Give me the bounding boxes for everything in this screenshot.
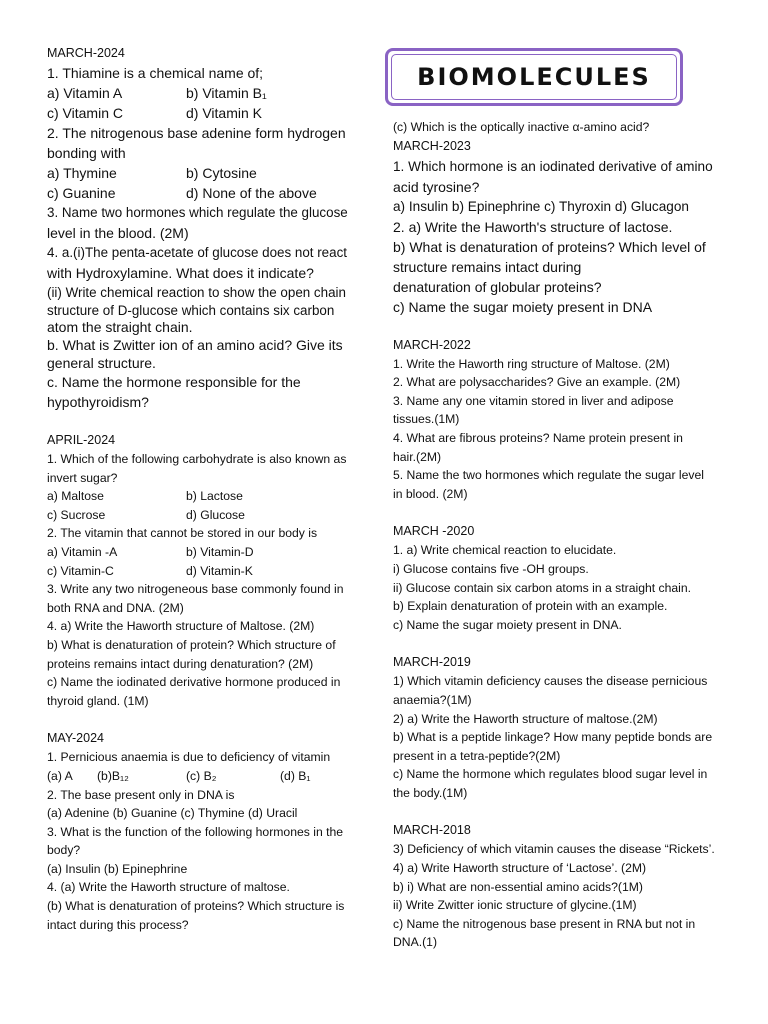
question-text: level in the blood. (2M): [47, 225, 189, 241]
question-text: 2) a) Write the Haworth structure of maltose.(2M): [393, 711, 658, 726]
option: (d) B₁: [280, 768, 311, 783]
option-row: [47, 543, 365, 562]
question-text: 5. Name the two hormones which regulate the sugar level: [393, 468, 704, 483]
option: d) Vitamin-K: [186, 563, 253, 578]
question-text: 2. What are polysaccharides? Give an example. (2M): [393, 375, 681, 390]
section-heading: MARCH-2019: [393, 655, 471, 670]
option: c) Sucrose: [47, 507, 106, 522]
question-text: (a) Adenine (b) Guanine (c) Thymine (d) Uracil: [47, 806, 298, 821]
question-text: in blood. (2M): [393, 486, 468, 501]
question-text: b) Explain denaturation of protein with an example.: [393, 599, 668, 614]
question-text: a) Insulin b) Epinephrine c) Thyroxin d) Glucagon: [393, 198, 689, 214]
section-heading: MARCH-2022: [393, 337, 471, 352]
option: a) Vitamin A: [47, 85, 123, 101]
question-text: tissues.(1M): [393, 412, 460, 427]
question-text: c. Name the hormone responsible for the: [47, 374, 301, 390]
question-text: 3. Write any two nitrogeneous base commonly found in: [47, 582, 344, 597]
question-text: 4) a) Write Haworth structure of ‘Lactose’. (2M): [393, 861, 647, 876]
option-row: [47, 163, 365, 183]
question-text: body?: [47, 843, 81, 858]
question-text: 2. The nitrogenous base adenine form hydrogen: [47, 125, 346, 141]
question-text: the body.(1M): [393, 785, 468, 800]
question-text: 4. a) Write the Haworth structure of Maltose. (2M): [47, 619, 315, 634]
question-text: 1. Which hormone is an iodinated derivative of amino: [393, 158, 713, 174]
question-text: ii) Write Zwitter ionic structure of glycine.(1M): [393, 898, 637, 913]
question-text: c) Name the sugar moiety present in DNA.: [393, 617, 622, 632]
question-text: structure remains intact during: [393, 258, 582, 275]
question-text: b) What is denaturation of proteins? Which level of: [393, 238, 706, 255]
title-banner: [385, 48, 683, 106]
section-heading: MARCH-2023: [393, 138, 471, 153]
question-text: general structure.: [47, 355, 156, 371]
option-row: [47, 83, 365, 103]
section-april-2024: [47, 431, 365, 710]
question-text: structure of D-glucose which contains six carbon: [47, 303, 335, 318]
section-may-2024: [47, 729, 365, 934]
question-text: 4. (a) Write the Haworth structure of maltose.: [47, 880, 290, 895]
question-text: with Hydroxylamine. What does it indicate?: [47, 265, 314, 281]
question-text: 2. The base present only in DNA is: [47, 787, 235, 802]
question-text: b) What is denaturation of protein? Which structure of: [47, 637, 336, 652]
question-text: 2. a) Write the Haworth's structure of lactose.: [393, 218, 673, 235]
question-text: c) Name the sugar moiety present in DNA: [393, 298, 653, 315]
option: a) Maltose: [47, 489, 104, 504]
question-text: ii) Glucose contain six carbon atoms in a straight chain.: [393, 580, 692, 595]
section-heading: APRIL-2024: [47, 433, 116, 447]
option: d) Vitamin K: [186, 105, 262, 121]
option-row: [47, 103, 365, 123]
question-text: 1. Pernicious anaemia is due to deficiency of vitamin: [47, 750, 331, 765]
question-text: anaemia?(1M): [393, 692, 472, 707]
question-text: c) Name the nitrogenous base present in RNA but not in: [393, 916, 696, 931]
question-text: 1. Thiamine is a chemical name of;: [47, 65, 264, 81]
option: c) Vitamin C: [47, 105, 123, 121]
question-text: i) Glucose contains five -OH groups.: [393, 561, 589, 576]
left-column: [47, 44, 365, 934]
question-text: 3. Name any one vitamin stored in liver and adipose: [393, 393, 674, 408]
option: a) Vitamin -A: [47, 544, 118, 559]
section-heading: MARCH-2024: [47, 46, 125, 60]
question-text: b) What is a peptide linkage? How many peptide bonds are: [393, 730, 713, 745]
question-text: proteins remains intact during denaturation? (2M): [47, 656, 314, 671]
question-text: b) i) What are non-essential amino acids?(1M): [393, 879, 643, 894]
question-text: atom the straight chain.: [47, 319, 193, 335]
section-march-2024: [47, 44, 365, 412]
option: (c) B₂: [186, 768, 217, 783]
option-row: [47, 767, 365, 786]
option: d) Glucose: [186, 507, 245, 522]
question-text: (c) Which is the optically inactive α-amino acid?: [393, 120, 650, 134]
question-text: (b) What is denaturation of proteins? Which structure is: [47, 899, 345, 914]
question-text: (a) Insulin (b) Epinephrine: [47, 861, 188, 876]
option-row: [47, 562, 365, 581]
option-row: [47, 506, 365, 525]
question-text: 2. The vitamin that cannot be stored in our body is: [47, 526, 318, 541]
option: c) Guanine: [47, 185, 116, 201]
question-text: 4. What are fibrous proteins? Name protein present in: [393, 430, 683, 445]
option: (b)B₁₂: [97, 768, 129, 783]
option-row: [47, 487, 365, 506]
question-text: 1. a) Write chemical reaction to elucidate.: [393, 543, 617, 558]
question-text: 4. a.(i)The penta-acetate of glucose does not react: [47, 245, 347, 260]
question-text: both RNA and DNA. (2M): [47, 600, 184, 615]
question-text: hypothyroidism?: [47, 394, 149, 410]
question-text: invert sugar?: [47, 470, 118, 485]
question-text: present in a tetra-peptide?(2M): [393, 748, 561, 763]
question-text: 3) Deficiency of which vitamin causes the disease “Rickets’.: [393, 842, 715, 857]
right-column: [393, 118, 733, 952]
option: c) Vitamin-C: [47, 563, 114, 578]
question-text: acid tyrosine?: [393, 178, 480, 195]
option: a) Thymine: [47, 165, 117, 181]
page-title: BIOMOLECULES: [417, 63, 651, 91]
question-text: 3. What is the function of the following hormones in the: [47, 824, 344, 839]
section-march-2019: [393, 653, 733, 802]
question-text: c) Name the hormone which regulates blood sugar level in: [393, 767, 708, 782]
question-text: intact during this process?: [47, 917, 189, 932]
section-march-2020: [393, 522, 733, 634]
question-text: 1. Which of the following carbohydrate is also known as: [47, 452, 347, 466]
question-text: 3. Name two hormones which regulate the glucose: [47, 205, 348, 220]
option: b) Cytosine: [186, 165, 257, 181]
question-text: b. What is Zwitter ion of an amino acid? Give its: [47, 337, 343, 353]
section-heading: MARCH-2018: [393, 823, 471, 838]
section-march-2023: [393, 137, 733, 317]
question-text: 1) Which vitamin deficiency causes the disease pernicious: [393, 674, 708, 689]
question-text: denaturation of globular proteins?: [393, 278, 602, 295]
option: b) Lactose: [186, 489, 243, 504]
question-text: c) Name the iodinated derivative hormone produced in: [47, 675, 341, 690]
question-text: bonding with: [47, 145, 126, 161]
section-heading: MARCH -2020: [393, 524, 475, 539]
question-text: thyroid gland. (1M): [47, 693, 149, 708]
option: b) Vitamin B₁: [186, 85, 267, 101]
question-text: DNA.(1): [393, 935, 438, 950]
section-march-2022: [393, 336, 733, 504]
question-text: (ii) Write chemical reaction to show the open chain: [47, 285, 346, 300]
section-heading: MAY-2024: [47, 731, 104, 746]
option-row: [47, 183, 365, 203]
option: d) None of the above: [186, 185, 317, 201]
section-march-2018: [393, 821, 733, 952]
option: b) Vitamin-D: [186, 544, 254, 559]
question-text: hair.(2M): [393, 449, 442, 464]
option: (a) A: [47, 768, 73, 783]
question-text: 1. Write the Haworth ring structure of Maltose. (2M): [393, 356, 670, 371]
